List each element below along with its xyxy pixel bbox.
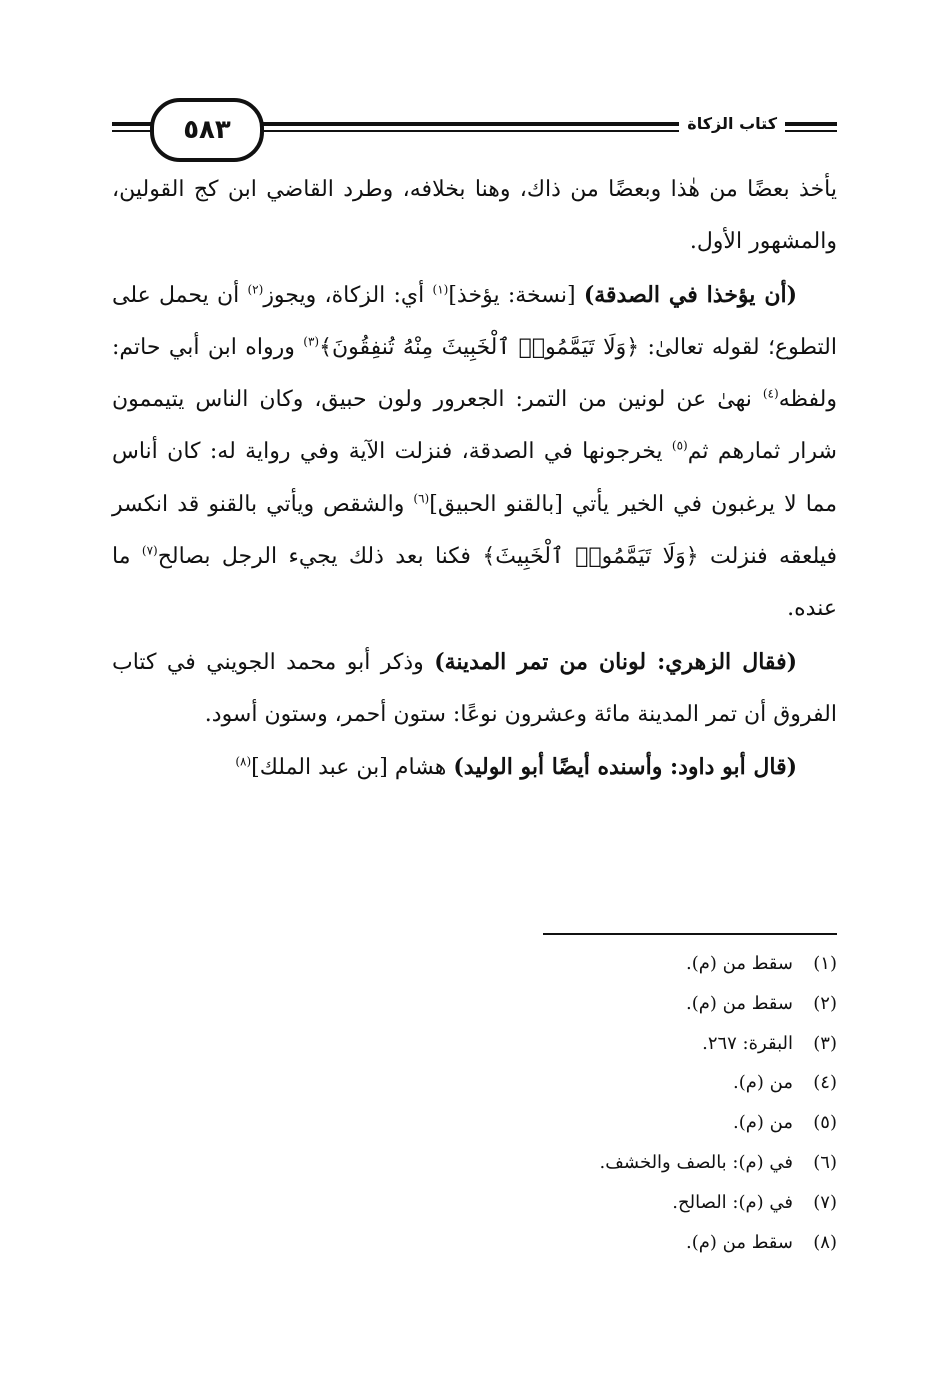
footnote-separator bbox=[543, 933, 837, 935]
text-span: أي: الزكاة، ويجوز bbox=[263, 282, 433, 308]
text-span: ورواه ابن أبي حاتم: ولفظه bbox=[112, 334, 837, 413]
footnote-text: سقط من (م). bbox=[686, 992, 793, 1014]
footnote-item bbox=[417, 1024, 837, 1064]
main-text bbox=[112, 164, 837, 795]
text-span: [نسخة: يؤخذ] bbox=[448, 282, 584, 308]
footnote-number: (٥) bbox=[813, 1112, 837, 1134]
footnote-item bbox=[417, 944, 837, 984]
footnote-text: في (م): بالصف والخشف. bbox=[599, 1151, 793, 1173]
footnote-number: (٢) bbox=[813, 992, 837, 1014]
footnote-text: من (م). bbox=[733, 1112, 793, 1134]
footnote-item bbox=[417, 1103, 837, 1143]
page-number: ٥٨٣ bbox=[183, 115, 231, 145]
text-span: أن يحمل على التطوع؛ لقوله تعالىٰ: ﴿وَلَا تَيَمَّمُوا۟ ٱلْخَبِيثَ مِنْهُ تُنفِقُونَ﴾ bbox=[112, 282, 837, 360]
commentary-lemma: (فقال الزهري: لونان من تمر المدينة) bbox=[434, 648, 797, 675]
footnote-ref-2: (٢) bbox=[247, 282, 264, 297]
paragraph-4 bbox=[112, 741, 837, 794]
page-number-badge bbox=[150, 98, 264, 162]
footnote-ref-6: (٦) bbox=[413, 491, 430, 506]
footnote-text: في (م): الصالح. bbox=[672, 1191, 793, 1213]
p1-line-2: القولين، والمشهور الأول. bbox=[112, 177, 837, 255]
footnote-number: (٣) bbox=[813, 1032, 837, 1054]
text-span: يخرجونها في الصدقة، فنزلت الآية وفي رواية له: كان أناس مما لا يرغبون في الخير يأتي [بالقنو الحبيق] bbox=[112, 439, 837, 517]
footnote-text: من (م). bbox=[733, 1072, 793, 1094]
text-span: وذكر أبو محمد الجويني في كتاب الفروق أن تمر المدينة مائة وعشرون نوعًا: ستون أحمر، وستون أسود. bbox=[112, 649, 837, 727]
running-head: كتاب الزكاة bbox=[679, 114, 785, 133]
paragraph-3 bbox=[112, 636, 837, 742]
page-header bbox=[112, 92, 837, 164]
footnote-ref-4: (٤) bbox=[762, 386, 779, 401]
footnote-ref-3: (٣) bbox=[303, 334, 320, 349]
text-span: نهىٰ عن لونين من التمر: الجعرور ولون حبيق، وكان الناس يتيممون شرار ثمارهم ثم bbox=[112, 387, 837, 465]
footnote-ref-5: (٥) bbox=[671, 439, 688, 454]
commentary-lemma: (قال أبو داود: وأسنده أيضًا أبو الوليد) bbox=[453, 754, 797, 781]
footnote-item bbox=[417, 1223, 837, 1263]
footnote-ref-7: (٧) bbox=[141, 543, 158, 558]
footnote-ref-1: (١) bbox=[432, 282, 449, 297]
footnote-ref-8: (٨) bbox=[235, 754, 252, 769]
footnote-item bbox=[417, 1183, 837, 1223]
paragraph-2 bbox=[112, 269, 837, 636]
footnote-text: البقرة: ٢٦٧. bbox=[702, 1032, 793, 1054]
commentary-lemma: (أن يؤخذا في الصدقة) bbox=[583, 281, 798, 308]
footnotes bbox=[417, 944, 837, 1262]
p1-line-1: يأخذ بعضًا من هٰذا وبعضًا من ذاك، وهنا بخلافه، وطرد القاضي ابن كج bbox=[193, 177, 837, 202]
footnote-number: (١) bbox=[813, 953, 837, 974]
footnote-text: سقط من (م). bbox=[686, 953, 793, 974]
footnote-item bbox=[417, 984, 837, 1024]
footnote-item bbox=[417, 1143, 837, 1183]
text-span: هشام [بن عبد الملك] bbox=[251, 755, 454, 781]
footnote-number: (٧) bbox=[813, 1191, 837, 1213]
footnote-item bbox=[417, 1063, 837, 1103]
paragraph-1 bbox=[112, 164, 837, 269]
footnote-text: سقط من (م). bbox=[686, 1231, 793, 1253]
footnote-number: (٤) bbox=[813, 1072, 837, 1094]
text-span: ما عنده. bbox=[112, 544, 837, 622]
footnote-number: (٨) bbox=[813, 1231, 837, 1253]
text-span: والشقص ويأتي بالقنو قد انكسر فيلعقه فنزلت ﴿وَلَا تَيَمَّمُوا۟ ٱلْخَبِيثَ﴾ فكنا بعد ذلك يجيء الرجل بصالح bbox=[112, 491, 838, 570]
footnote-number: (٦) bbox=[813, 1151, 837, 1173]
